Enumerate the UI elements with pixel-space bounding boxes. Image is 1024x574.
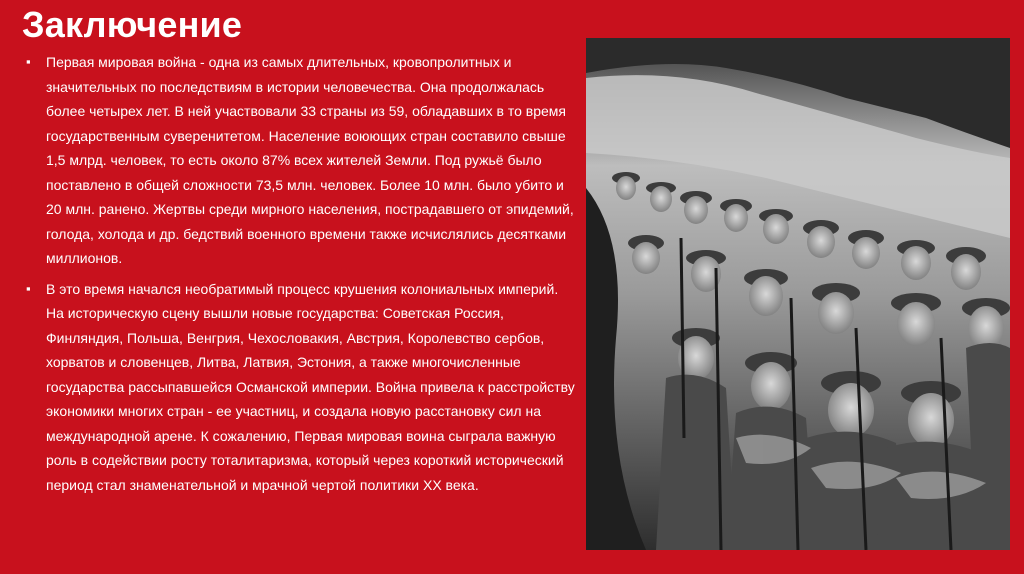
soldiers-photo xyxy=(586,38,1010,550)
bullet-text: Первая мировая война - одна из самых длительных, кровопролитных и значительных по последствиям в истории человечества. Она продолжалась более четырех лет. В ней участвовали 33 страны из 59, обладавших в то время государственным суверенитетом. Население воюющих стран составило свыше 1,5 млрд. человек, то есть около 87% всех жителей Земли. Под ружьё было поставлено в общей сложности 73,5 млн. человек. Более 10 млн. было убито и 20 млн. ранено. Жертвы среди мирного населения, пострадавшего от эпидемий, голода, холода и др. бедствий военного времени также исчислялись десятками миллионов. xyxy=(46,54,574,266)
bullet-item xyxy=(26,277,576,498)
bullet-text: В это время начался необратимый процесс крушения колониальных империй. На историческую сцену вышли новые государства: Советская Россия, Финляндия, Польша, Венгрия, Чехословакия, Австрия, Королевство сербов, хорватов и словенцев, Литва, Латвия, Эстония, а также многочисленные государства рассыпавшейся Османской империи. Война привела к расстройству экономики многих стран - ее участниц, и создала новую расстановку сил на международной арене. К сожалению, Первая мировая воина сыграла важную роль в содействии росту тоталитаризма, который через короткий исторический период стал знаменательной и мрачной чертой политики XX века. xyxy=(46,280,575,493)
slide-title: Заключение xyxy=(22,4,243,45)
bullet-marker-icon: ▪ xyxy=(26,280,31,296)
bullet-list xyxy=(26,50,576,503)
bullet-marker-icon: ▪ xyxy=(26,54,31,69)
bullet-item xyxy=(26,50,576,271)
